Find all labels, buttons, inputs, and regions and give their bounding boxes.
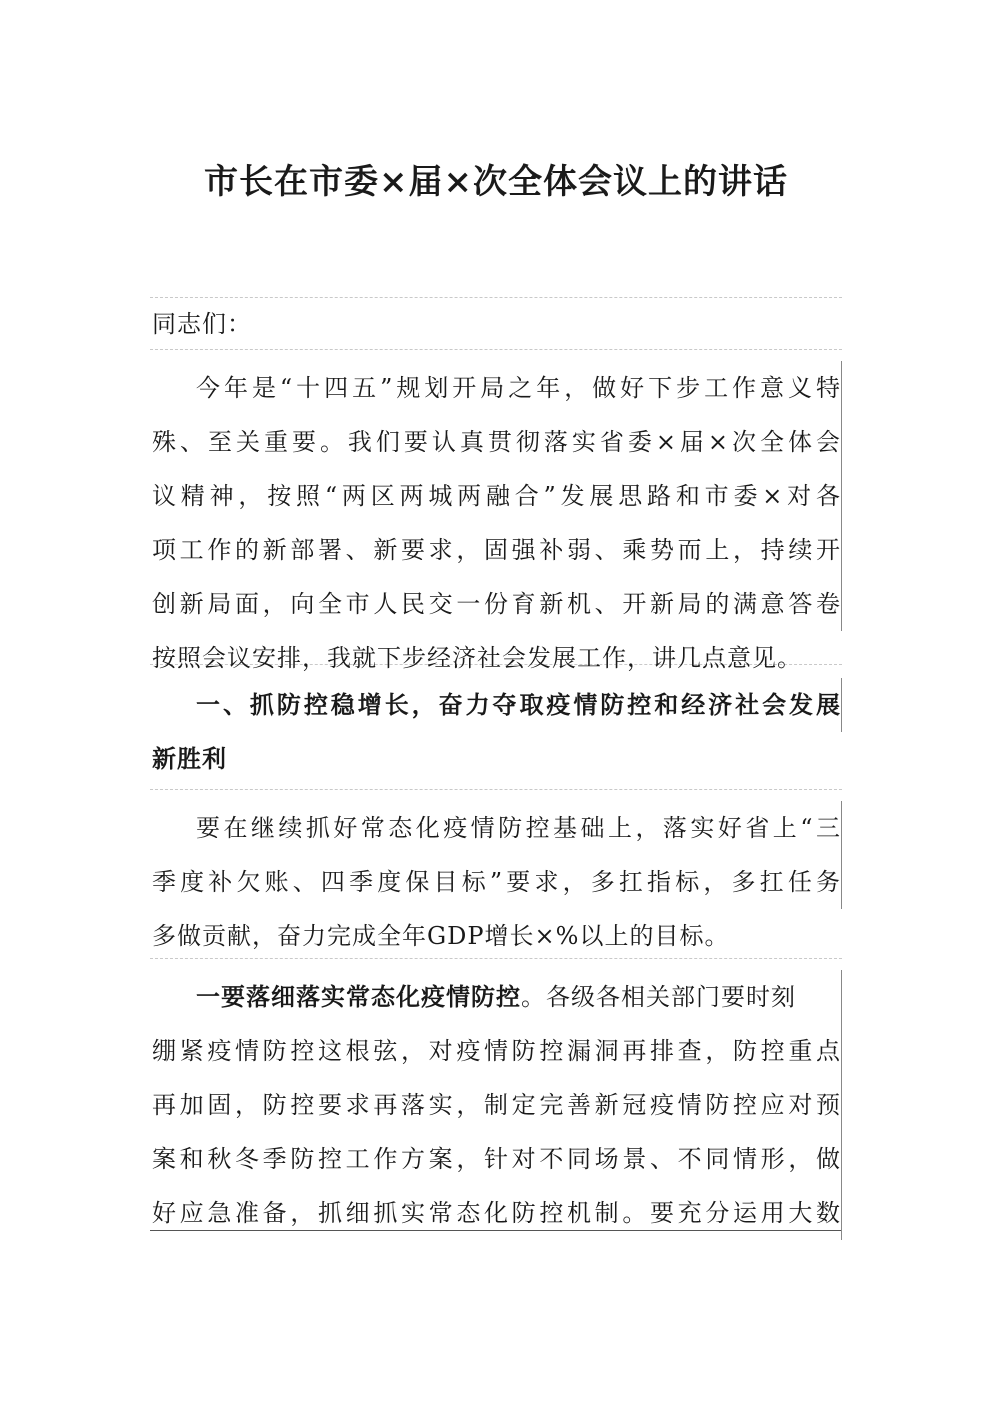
rule-after-heading1: [150, 789, 842, 790]
text-line: 今年是“十四五”规划开局之年，做好下步工作意义特: [152, 361, 842, 415]
text-line: 创新局面，向全市人民交一份育新机、开新局的满意答卷: [152, 577, 842, 631]
salutation-block: [152, 299, 842, 349]
heading-line: 一、抓防控稳增长，奋力夺取疫情防控和经济社会发展: [152, 678, 842, 732]
text-line: 案和秋冬季防控工作方案，针对不同场景、不同情形，做: [152, 1132, 842, 1186]
bold-lead: 一要落细落实常态化疫情防控: [196, 982, 521, 1011]
text-line: 多做贡献，奋力完成全年GDP增长×%以上的目标。: [152, 922, 730, 950]
text-line: 好应急准备，抓细抓实常态化防控机制。要充分运用大数: [152, 1186, 842, 1240]
rule-top: [150, 297, 842, 298]
text-line: [152, 970, 842, 1024]
salutation: 同志们：: [152, 310, 252, 338]
paragraph-intro: [152, 361, 842, 685]
text-line: 殊、至关重要。我们要认真贯彻落实省委×届×次全体会: [152, 415, 842, 469]
rule-after-salutation: [150, 349, 842, 350]
section-heading-1: [152, 678, 842, 786]
paragraph-growth: [152, 801, 842, 963]
text-line: 议精神，按照“两区两城两融合”发展思路和市委×对各: [152, 469, 842, 523]
text-line: 要在继续抓好常态化疫情防控基础上，落实好省上“三: [152, 801, 842, 855]
text-line: 季度补欠账、四季度保目标”要求，多扛指标，多扛任务: [152, 855, 842, 909]
text-line: 项工作的新部署、新要求，固强补弱、乘势而上，持续开: [152, 523, 842, 577]
paragraph-epidemic-control: [152, 970, 842, 1240]
text-line: 绷紧疫情防控这根弦，对疫情防控漏洞再排查，防控重点: [152, 1024, 842, 1078]
document-title: 市长在市委×届×次全体会议上的讲话: [204, 162, 788, 202]
heading-line: 新胜利: [152, 744, 227, 773]
text-line: 再加固，防控要求再落实，制定完善新冠疫情防控应对预: [152, 1078, 842, 1132]
text-line: 按照会议安排，我就下步经济社会发展工作，讲几点意见。: [152, 644, 802, 672]
lead-rest: 。各级各相关部门要时刻: [521, 983, 796, 1011]
